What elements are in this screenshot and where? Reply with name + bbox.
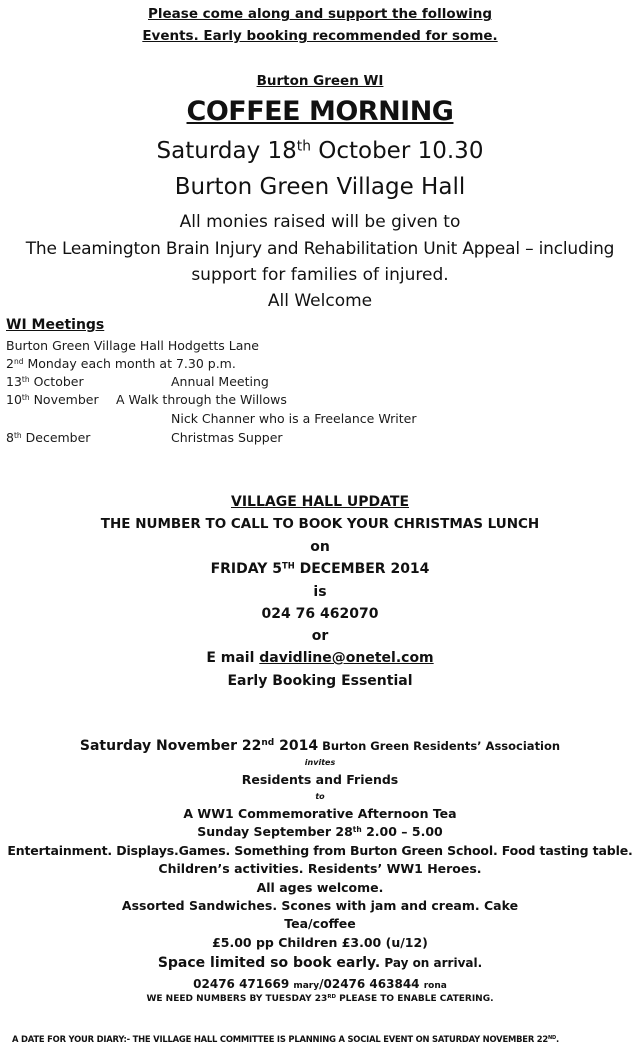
meetings-heading: WI Meetings xyxy=(6,317,105,333)
residents-when: Sunday September 28th 2.00 – 5.00 xyxy=(197,824,443,839)
village-hall-heading: VILLAGE HALL UPDATE xyxy=(230,494,410,510)
coffee-venue: Burton Green Village Hall xyxy=(174,174,466,200)
meeting-date: 8th December xyxy=(6,430,91,445)
village-hall-email: E mail davidline@onetel.com xyxy=(206,650,434,666)
meeting-event: Christmas Supper xyxy=(171,430,283,445)
meeting-event: Nick Channer who is a Freelance Writer xyxy=(171,411,417,426)
header-line-2: Events. Early booking recommended for some. xyxy=(142,28,498,44)
residents-date-line: Saturday November 22nd 2014 Burton Green Residents’ Association xyxy=(79,738,561,754)
village-hall-or: or xyxy=(311,628,329,644)
meeting-event: A Walk through the Willows xyxy=(116,392,287,407)
residents-line-5: Tea/coffee xyxy=(284,916,356,931)
residents-space: Space limited so book early. Pay on arrival. xyxy=(157,955,483,971)
village-hall-on: on xyxy=(310,539,330,555)
village-hall-is: is xyxy=(313,584,327,600)
residents-contact: 02476 471669 mary/02476 463844 rona xyxy=(193,977,447,991)
residents-line-2: Children’s activities. Residents’ WW1 Heroes. xyxy=(158,861,482,876)
header-line-1: Please come along and support the following xyxy=(148,6,492,22)
meeting-event: Annual Meeting xyxy=(171,374,269,389)
meetings-location: Burton Green Village Hall Hodgetts Lane xyxy=(6,338,259,353)
footer-diary: A DATE FOR YOUR DIARY:- THE VILLAGE HALL COMMITTEE IS PLANNING A SOCIAL EVENT ON SATURDAY NOVEMBER 22ND. xyxy=(12,1034,560,1044)
village-hall-note: Early Booking Essential xyxy=(227,673,413,689)
residents-event: A WW1 Commemorative Afternoon Tea xyxy=(183,806,457,821)
residents-line-4: Assorted Sandwiches. Scones with jam and cream. Cake xyxy=(121,898,519,913)
village-hall-phone: 024 76 462070 xyxy=(261,606,379,622)
residents-line-3: All ages welcome. xyxy=(256,880,384,895)
coffee-line-4: All Welcome xyxy=(267,291,373,311)
residents-line-1: Entertainment. Displays.Games. Something from Burton Green School. Food tasting table. xyxy=(7,843,633,858)
coffee-line-2: The Leamington Brain Injury and Rehabilitation Unit Appeal – including xyxy=(25,239,615,259)
coffee-line-3: support for families of injured. xyxy=(191,265,449,285)
residents-guests: Residents and Friends xyxy=(241,772,399,787)
residents-numbers: WE NEED NUMBERS BY TUESDAY 23RD PLEASE TO ENABLE CATERING. xyxy=(146,994,494,1004)
coffee-title: COFFEE MORNING xyxy=(186,96,454,127)
village-hall-line-1: THE NUMBER TO CALL TO BOOK YOUR CHRISTMAS LUNCH xyxy=(100,516,540,532)
residents-invites: invites xyxy=(304,758,336,767)
meetings-schedule: 2nd Monday each month at 7.30 p.m. xyxy=(6,356,236,371)
meeting-date: 10th November xyxy=(6,392,99,407)
residents-price: £5.00 pp Children £3.00 (u/12) xyxy=(212,935,428,950)
coffee-org: Burton Green WI xyxy=(256,73,384,89)
coffee-line-1: All monies raised will be given to xyxy=(179,212,461,232)
coffee-date: Saturday 18th October 10.30 xyxy=(156,138,484,164)
email-link[interactable]: davidline@onetel.com xyxy=(259,650,434,666)
village-hall-date: FRIDAY 5TH DECEMBER 2014 xyxy=(210,560,430,577)
residents-to: to xyxy=(315,792,325,801)
meeting-date: 13th October xyxy=(6,374,84,389)
